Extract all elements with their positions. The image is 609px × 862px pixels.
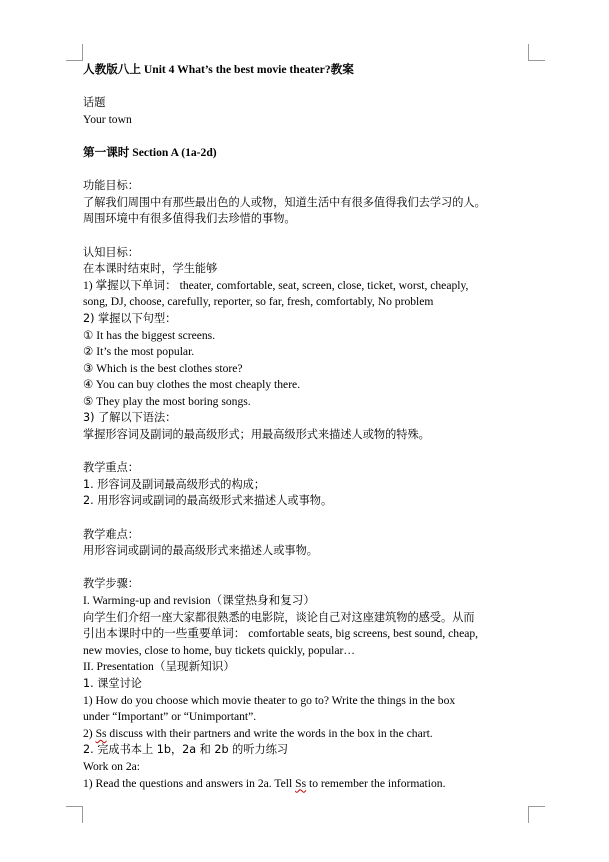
sentence-pattern: ③ Which is the best clothes store? bbox=[83, 361, 243, 375]
difficulties-heading: 教学难点： bbox=[83, 527, 139, 541]
ss-abbreviation: Ss bbox=[295, 776, 307, 790]
discussion-instruction: under “Important” or “Unimportant”. bbox=[83, 710, 257, 724]
page-corner-mark-top-right bbox=[528, 44, 545, 61]
vocabulary-list: song, DJ, choose, carefully, reporter, so far, fresh, comfortably, No problem bbox=[83, 295, 434, 309]
instruction-part: to remember the information. bbox=[306, 776, 446, 790]
instruction-part: 1) Read the questions and answers in 2a. Tell bbox=[83, 776, 296, 790]
document-title: 人教版八上 Unit 4 What’s the best movie theater?教案 bbox=[83, 63, 354, 76]
teaching-steps-heading: 教学步骤： bbox=[83, 577, 139, 591]
function-goals-text: 周围环境中有很多值得我们去珍惜的事物。 bbox=[83, 212, 296, 226]
step-warming-up-text: new movies, close to home, buy tickets quickly, popular… bbox=[83, 643, 355, 657]
function-goals-heading: 功能目标： bbox=[83, 179, 139, 193]
sentence-pattern: ① It has the biggest screens. bbox=[83, 328, 216, 342]
page-corner-mark-bottom-right bbox=[528, 806, 545, 823]
topic-value: Your town bbox=[83, 112, 132, 126]
vocabulary-list: 1) 掌握以下单词： theater, comfortable, seat, screen, close, ticket, worst, cheaply, bbox=[83, 278, 469, 292]
function-goals-text: 了解我们周围中有那些最出色的人或物，知道生活中有很多值得我们去学习的人。 bbox=[83, 195, 486, 209]
work-on-2a-heading: Work on 2a: bbox=[83, 759, 141, 773]
grammar-heading: 3) 了解以下语法： bbox=[83, 411, 177, 425]
cognitive-goals-heading: 认知目标： bbox=[83, 245, 139, 259]
sentence-patterns-heading: 2) 掌握以下句型： bbox=[83, 311, 177, 325]
sentence-pattern: ② It’s the most popular. bbox=[83, 345, 195, 359]
class-discussion-heading: 1. 课堂讨论 bbox=[83, 676, 142, 690]
step-warming-up-text: 引出本课时中的一些重要单词： comfortable seats, big screens, best sound, cheap, bbox=[83, 627, 479, 641]
sentence-pattern: ⑤ They play the most boring songs. bbox=[83, 394, 251, 408]
page-corner-mark-top-left bbox=[66, 44, 83, 61]
discussion-instruction bbox=[83, 726, 527, 743]
discussion-instruction: 1) How do you choose which movie theater to go to? Write the things in the box bbox=[83, 693, 456, 707]
discussion-instruction-prefix: 2) bbox=[83, 726, 96, 740]
lesson-heading: 第一课时 Section A (1a-2d) bbox=[83, 145, 217, 159]
step-warming-up-title: I. Warming-up and revision（课堂热身和复习） bbox=[83, 594, 315, 607]
key-point-item: 2. 用形容词或副词的最高级形式来描述人或事物。 bbox=[83, 494, 333, 508]
sentence-pattern: ④ You can buy clothes the most cheaply there. bbox=[83, 378, 301, 392]
page-corner-mark-bottom-left bbox=[66, 806, 83, 823]
listening-practice-heading: 2. 完成书本上 1b，2a 和 2b 的听力练习 bbox=[83, 743, 289, 757]
topic-heading: 话题 bbox=[83, 96, 106, 110]
document-body bbox=[83, 62, 527, 792]
step-presentation-title: II. Presentation（呈现新知识） bbox=[83, 660, 235, 674]
difficulties-text: 用形容词或副词的最高级形式来描述人或事物。 bbox=[83, 544, 318, 558]
ss-abbreviation: Ss bbox=[95, 726, 107, 740]
cognitive-goals-intro: 在本课时结束时，学生能够 bbox=[83, 262, 218, 276]
step-warming-up-text: 向学生们介绍一座大家都很熟悉的电影院，谈论自己对这座建筑物的感受。从而 bbox=[83, 610, 475, 624]
key-point-item: 1. 形容词及副词最高级形式的构成； bbox=[83, 477, 266, 491]
work-on-2a-instruction bbox=[83, 776, 527, 793]
key-points-heading: 教学重点： bbox=[83, 461, 139, 475]
grammar-text: 掌握形容词及副词的最高级形式；用最高级形式来描述人或物的特殊。 bbox=[83, 428, 430, 442]
discussion-instruction-rest: discuss with their partners and write the words in the box in the chart. bbox=[106, 726, 433, 740]
